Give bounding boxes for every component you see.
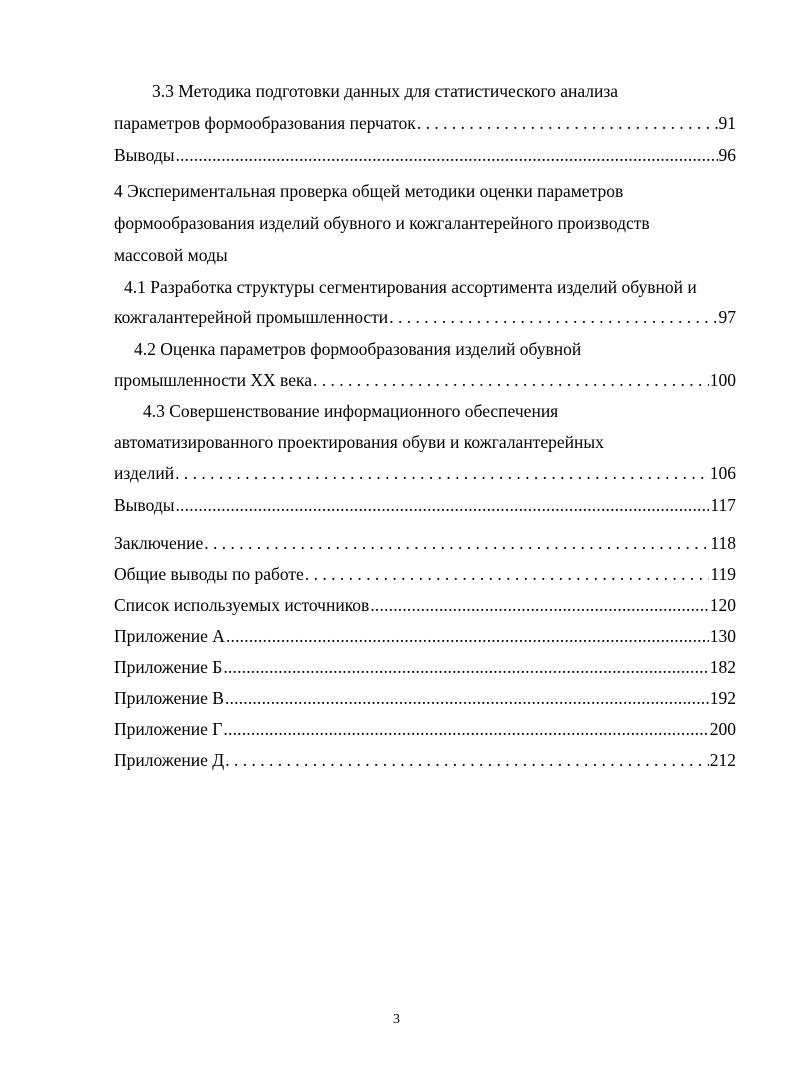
toc-section-4-1-title-line1: 4.1 Разработка структуры сегментирования ассортимента изделий обувной и (124, 277, 697, 297)
toc-page-number: 96 (718, 145, 736, 165)
toc-leader-dots (417, 112, 718, 134)
toc-chapter-4-title-line2: формообразования изделий обувного и кожгалантерейного производств (114, 213, 650, 233)
toc-entry-title: Приложение Г (114, 719, 223, 739)
toc-section-4-3-title-line1: 4.3 Совершенствование информационного обеспечения (143, 401, 559, 421)
toc-page-number: 200 (709, 719, 736, 739)
toc-entry-3-3[interactable] (114, 112, 736, 134)
toc-page-number: 212 (709, 750, 736, 770)
toc-entry-appendix-d[interactable] (114, 749, 736, 771)
toc-entry-title: Общие выводы по работе (114, 564, 304, 584)
toc-chapter-4-title-line3: массовой моды (114, 245, 228, 265)
toc-section-4-3-title-line3: изделий (114, 463, 175, 483)
toc-entry-references[interactable] (114, 594, 736, 616)
toc-leader-dots (204, 532, 709, 554)
toc-entry-title: Список используемых источников (114, 595, 370, 615)
toc-page-number: 97 (718, 307, 736, 327)
toc-page-number: 119 (710, 564, 736, 584)
toc-entry-title: Выводы (114, 495, 175, 515)
toc-leader-dots (225, 749, 709, 771)
toc-entry-4-1[interactable] (114, 306, 736, 328)
toc-leader-dots (225, 687, 709, 709)
toc-entry-appendix-a[interactable] (114, 625, 736, 647)
toc-entry-title: Заключение (114, 533, 204, 553)
toc-leader-dots (175, 144, 717, 166)
toc-page-number: 91 (718, 113, 736, 133)
toc-entry-title: Приложение А (114, 626, 225, 646)
toc-leader-dots (313, 369, 709, 391)
toc-entry-final[interactable] (114, 532, 736, 554)
toc-page-number: 118 (710, 533, 736, 553)
toc-page-number: 192 (709, 688, 736, 708)
toc-entry-conclusions-4[interactable] (114, 494, 736, 516)
toc-entry-appendix-v[interactable] (114, 687, 736, 709)
toc-section-3-3-title-line2: параметров формообразования перчаток (114, 113, 416, 133)
page-number: 3 (393, 1012, 400, 1027)
toc-entry-appendix-g[interactable] (114, 718, 736, 740)
toc-entry-4-3[interactable] (114, 462, 736, 484)
toc-leader-dots (370, 594, 708, 616)
toc-page-number: 117 (710, 495, 736, 515)
toc-leader-dots (226, 625, 709, 647)
toc-page-number: 106 (709, 463, 736, 483)
toc-entry-title: Выводы (114, 145, 175, 165)
toc-entry-title: Приложение Б (114, 657, 223, 677)
toc-section-4-2-title-line2: промышленности XX века (114, 370, 312, 390)
toc-page-number: 130 (709, 626, 736, 646)
toc-page-number: 182 (709, 657, 736, 677)
toc-page-number: 120 (709, 595, 736, 615)
toc-leader-dots (223, 718, 708, 740)
toc-leader-dots (223, 656, 708, 678)
toc-leader-dots (175, 494, 709, 516)
toc-section-3-3-title-line1: 3.3 Методика подготовки данных для статистического анализа (152, 81, 619, 101)
toc-entry-general-conclusions[interactable] (114, 563, 736, 585)
toc-section-4-3-title-line2: автоматизированного проектирования обуви и кожгалантерейных (114, 432, 604, 452)
toc-entry-conclusions-3[interactable] (114, 144, 736, 166)
toc-leader-dots (175, 462, 709, 484)
toc-section-4-2-title-line1: 4.2 Оценка параметров формообразования изделий обувной (134, 339, 582, 359)
toc-page-number: 100 (709, 370, 736, 390)
toc-leader-dots (305, 563, 710, 585)
toc-chapter-4-title-line1: 4 Экспериментальная проверка общей методики оценки параметров (114, 181, 624, 201)
toc-entry-title: Приложение Д (114, 750, 225, 770)
toc-leader-dots (389, 306, 717, 328)
toc-entry-title: Приложение В (114, 688, 224, 708)
toc-section-4-1-title-line2: кожгалантерейной промышленности (114, 307, 389, 327)
toc-entry-4-2[interactable] (114, 369, 736, 391)
toc-entry-appendix-b[interactable] (114, 656, 736, 678)
